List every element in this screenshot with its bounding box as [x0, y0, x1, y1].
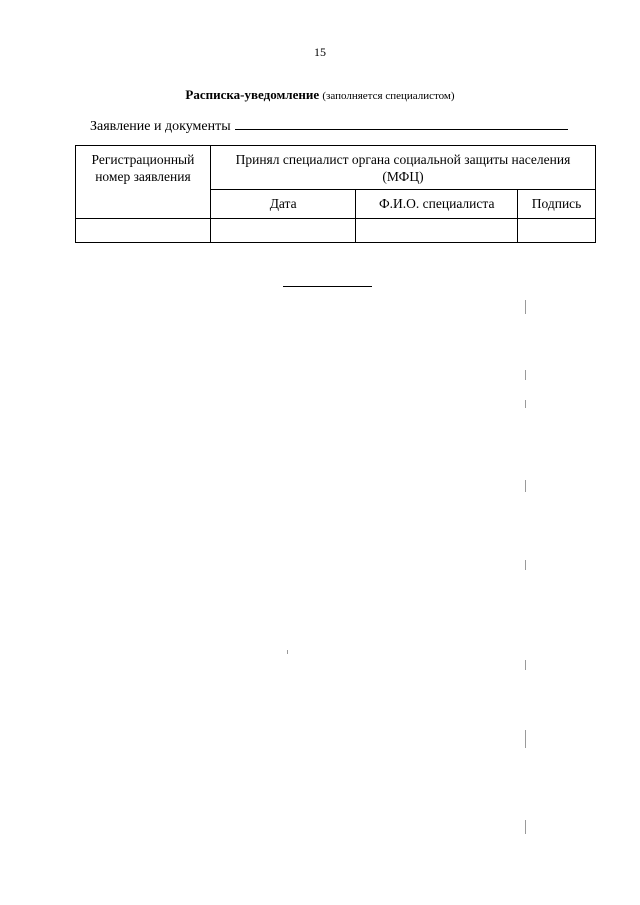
page-number: 15	[314, 45, 326, 59]
title-text: Расписка-уведомление	[185, 87, 320, 102]
application-documents-field[interactable]	[235, 117, 568, 130]
reg-number-header: Регистрационный номер заявления	[76, 146, 211, 219]
signature-column-header: Подпись	[518, 190, 596, 219]
scan-speck	[287, 650, 288, 654]
title-note: (заполняется специалистом)	[322, 90, 455, 102]
document-title	[0, 87, 640, 103]
closing-rule	[283, 286, 372, 287]
application-documents-line	[90, 117, 568, 135]
date-cell[interactable]	[210, 219, 356, 243]
scan-speck	[525, 300, 526, 314]
receipt-table	[75, 145, 596, 243]
scan-speck	[525, 560, 526, 570]
scan-speck	[525, 660, 526, 670]
date-column-header: Дата	[210, 190, 356, 219]
signature-cell[interactable]	[518, 219, 596, 243]
scan-speck	[525, 400, 526, 408]
specialist-name-column-header: Ф.И.О. специалиста	[356, 190, 518, 219]
application-documents-label: Заявление и документы	[90, 119, 231, 134]
accepted-by-header: Принял специалист органа социальной защиты населения (МФЦ)	[210, 146, 595, 190]
scan-speck	[525, 730, 526, 748]
reg-number-cell[interactable]	[76, 219, 211, 243]
scan-speck	[525, 480, 526, 492]
scan-speck	[525, 370, 526, 380]
specialist-name-cell[interactable]	[356, 219, 518, 243]
scan-speck	[525, 820, 526, 834]
